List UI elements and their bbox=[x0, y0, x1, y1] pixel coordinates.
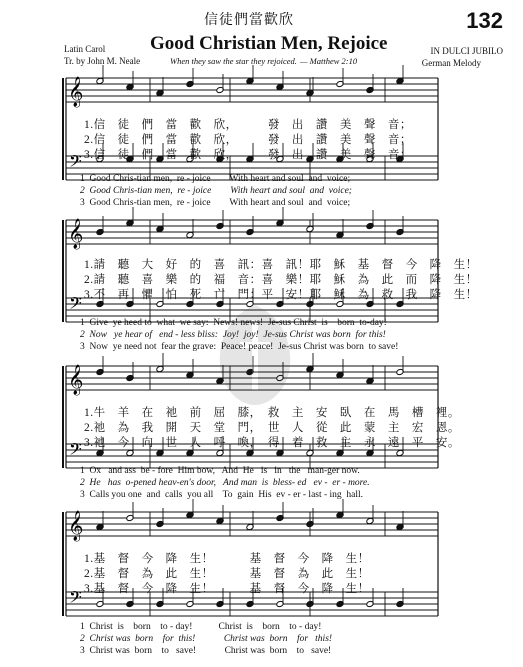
chinese-lyric-line: 2.信 徒 們 當 歡 欣， 發 出 讚 美 聲 音； bbox=[84, 134, 412, 146]
treble-clef-icon: 𝄞 bbox=[68, 365, 84, 395]
english-lyric-line: 3 Calls you one and calls you all To gain His ev - er - last - ing hall. bbox=[80, 490, 364, 500]
chinese-lyric-line: 2.請 聽 喜 樂 的 福 音：喜 樂！耶 穌 為 此 而 降 生！ bbox=[84, 274, 478, 286]
scripture-reference: — Matthew 2:10 bbox=[300, 56, 358, 66]
english-lyric-line: 2 Christ was born for this! Christ was born for this! bbox=[80, 634, 333, 644]
chinese-lyric-line: 3.基 督 今 降 生！ 基 督 今 降 生！ bbox=[84, 583, 370, 595]
treble-clef-icon: 𝄞 bbox=[68, 219, 84, 249]
english-lyric-line: 1 Give ye heed to what we say: News! news! Je-sus Christ is born to-day! bbox=[80, 318, 387, 328]
chinese-lyric-line: 1.信 徒 們 當 歡 欣， 發 出 讚 美 聲 音； bbox=[84, 119, 412, 131]
english-lyric-line: 2 Now ye hear of end - less bliss: Joy! joy! Je-sus Christ was born for this! bbox=[80, 330, 386, 340]
bass-clef-icon: 𝄢 bbox=[69, 151, 82, 175]
treble-clef-icon: 𝄞 bbox=[68, 77, 84, 107]
chinese-lyric-line: 1.基 督 今 降 生！ 基 督 今 降 生！ bbox=[84, 553, 370, 565]
english-lyric-line: 2 Good Chris-tian men, re - joice With heart and soul and voice; bbox=[80, 186, 352, 196]
credit-translator: Tr. by John M. Neale bbox=[64, 56, 141, 66]
english-title: Good Christian Men, Rejoice bbox=[150, 33, 388, 54]
chinese-lyric-line: 2.祂 為 我 開 天 堂 門， 世 人 從 此 蒙 主 宏 恩。 bbox=[84, 422, 460, 434]
subtitle: When they saw the star they rejoiced. bbox=[170, 56, 297, 66]
english-lyric-line: 2 He has o-pened heav-en's door, And man is bless- ed ev - er - more. bbox=[80, 478, 370, 488]
chinese-title: 信徒們當歡欣 bbox=[204, 13, 294, 28]
chinese-lyric-line: 3.信 徒 們 當 歡 欣， 發 出 讚 美 聲 音； bbox=[84, 149, 412, 161]
chinese-lyric-line: 1.請 聽 大 好 的 喜 訊：喜 訊！耶 穌 基 督 今 降 生！ bbox=[84, 259, 478, 271]
credit-origin: Latin Carol bbox=[64, 44, 106, 54]
hymn-number: 132 bbox=[466, 8, 503, 33]
tune-name: IN DULCI JUBILO bbox=[430, 46, 503, 56]
chinese-lyric-line: 1.牛 羊 在 祂 前 屈 膝， 救 主 安 臥 在 馬 槽 裡。 bbox=[84, 407, 460, 419]
tune-source: German Melody bbox=[421, 58, 481, 68]
bass-clef-icon: 𝄢 bbox=[69, 293, 82, 317]
english-lyric-line: 3 Now ye need not fear the grave: Peace! peace! Je-sus Christ was born to save! bbox=[80, 342, 399, 352]
english-lyric-line: 1 Ox and ass be - fore Him bow, And He is in the man-ger now. bbox=[80, 466, 360, 476]
watermark-logo bbox=[210, 300, 300, 410]
chinese-lyric-line: 3.不 再 懼 怕 死 亡 門：平 安！耶 穌 為 救 我 降 生！ bbox=[84, 289, 478, 301]
english-lyric-line: 1 Christ is born to - day! Christ is born to - day! bbox=[80, 622, 322, 632]
chinese-lyric-line: 2.基 督 為 此 生！ 基 督 為 此 生！ bbox=[84, 568, 370, 580]
bass-clef-icon: 𝄢 bbox=[69, 587, 82, 611]
treble-clef-icon: 𝄞 bbox=[68, 511, 84, 541]
bass-clef-icon: 𝄢 bbox=[69, 439, 82, 463]
chinese-lyric-line: 3.祂 今 向 世 人 呼 喚， 得 着 救 主 永 遠 平 安。 bbox=[84, 437, 460, 449]
english-lyric-line: 3 Christ was born to save! Christ was born to save! bbox=[80, 646, 332, 656]
english-lyric-line: 1 Good Chris-tian men, re - joice With heart and soul and voice; bbox=[80, 174, 351, 184]
english-lyric-line: 3 Good Chris-tian men, re - joice With heart and soul and voice; bbox=[80, 198, 351, 208]
